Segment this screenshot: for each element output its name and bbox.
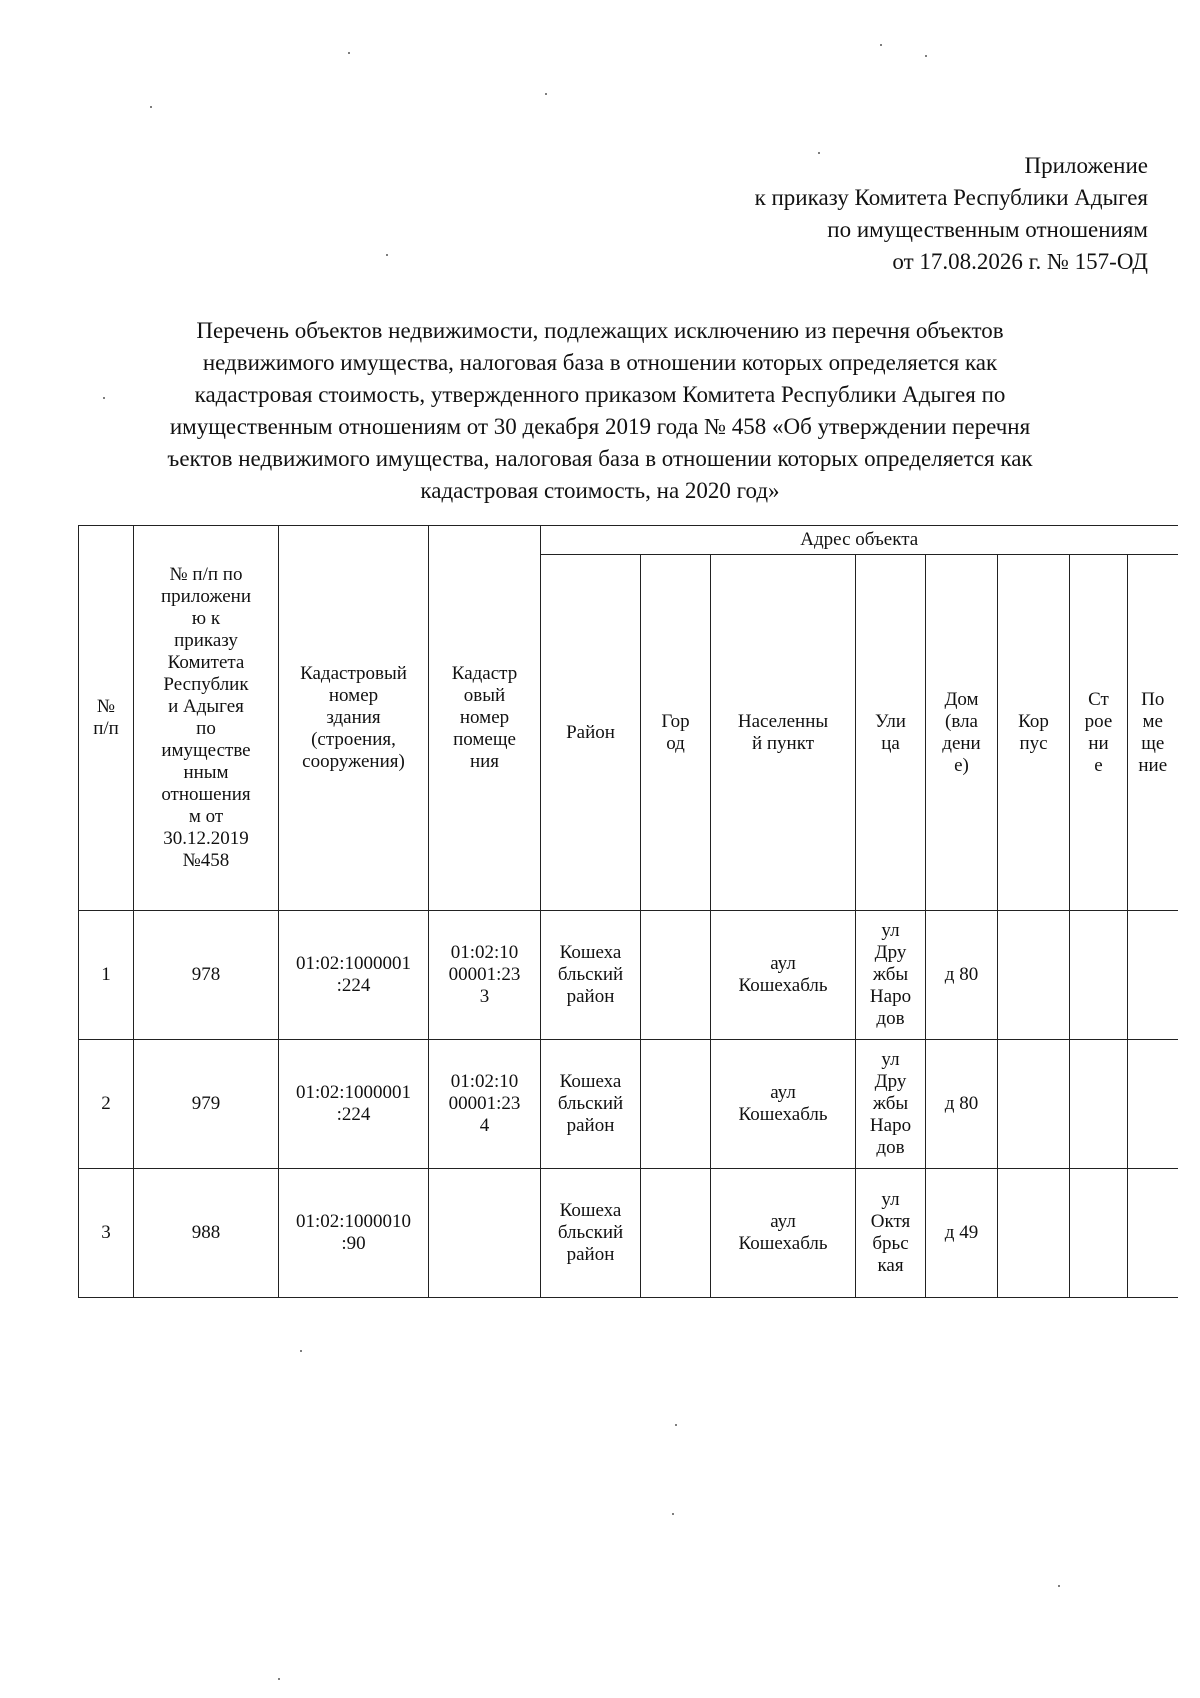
cell-street: ул Дру жбы Наро дов (856, 1040, 926, 1169)
cell-corpus (998, 911, 1070, 1040)
header-address: Адрес объекта (541, 526, 1178, 555)
title-line-6: кадастровая стоимость, на 2020 год» (420, 478, 780, 503)
cell-city (641, 1040, 711, 1169)
header-premises: По ме ще ние (1128, 555, 1178, 911)
cell-appendix-num: 988 (134, 1169, 279, 1298)
cell-structure (1070, 1169, 1128, 1298)
cell-premises (1128, 911, 1178, 1040)
appendix-line-1: Приложение (1024, 153, 1148, 178)
header-row-1 (79, 526, 1178, 555)
cell-house: д 49 (926, 1169, 998, 1298)
cell-district: Кошеха бльский район (541, 1169, 641, 1298)
cell-num: 2 (79, 1040, 134, 1169)
appendix-line-3: по имущественным отношениям (827, 217, 1148, 242)
scan-speck (103, 397, 105, 399)
cell-cadastral-room (429, 1169, 541, 1298)
cell-num: 1 (79, 911, 134, 1040)
header-corpus: Кор пус (998, 555, 1070, 911)
cell-num: 3 (79, 1169, 134, 1298)
scan-speck (675, 1424, 677, 1426)
cell-settlement: аул Кошехабль (711, 1169, 856, 1298)
cell-structure (1070, 1040, 1128, 1169)
scan-speck (278, 1678, 280, 1680)
header-street: Ули ца (856, 555, 926, 911)
cell-settlement: аул Кошехабль (711, 911, 856, 1040)
cell-structure (1070, 911, 1128, 1040)
header-cadastral-room: Кадастр овый номер помеще ния (429, 526, 541, 911)
scan-speck (545, 93, 547, 95)
appendix-header (755, 150, 1148, 278)
scan-speck (672, 1513, 674, 1515)
cell-house: д 80 (926, 1040, 998, 1169)
table-row (79, 1040, 1178, 1169)
cell-cadastral-building: 01:02:1000001 :224 (279, 1040, 429, 1169)
scan-speck (818, 152, 820, 154)
title-line-2: недвижимого имущества, налоговая база в отношении которых определяется как (202, 350, 998, 375)
document-title (40, 315, 1160, 507)
appendix-line-2: к приказу Комитета Республики Адыгея (754, 185, 1148, 210)
header-settlement: Населенны й пункт (711, 555, 856, 911)
header-structure: Ст рое ни е (1070, 555, 1128, 911)
cell-corpus (998, 1040, 1070, 1169)
cell-district: Кошеха бльский район (541, 1040, 641, 1169)
cell-street: ул Октя брьс кая (856, 1169, 926, 1298)
cell-appendix-num: 979 (134, 1040, 279, 1169)
scan-speck (348, 52, 350, 54)
cell-settlement: аул Кошехабль (711, 1040, 856, 1169)
table-row (79, 1169, 1178, 1298)
title-line-1: Перечень объектов недвижимости, подлежащих исключению из перечня объектов (196, 318, 1004, 343)
cell-cadastral-room: 01:02:10 00001:23 3 (429, 911, 541, 1040)
header-city: Гор од (641, 555, 711, 911)
objects-table (78, 525, 1178, 1298)
cell-cadastral-building: 01:02:1000010 :90 (279, 1169, 429, 1298)
scan-speck (880, 44, 882, 46)
header-cadastral-building: Кадастровый номер здания (строения, сооружения) (279, 526, 429, 911)
cell-city (641, 911, 711, 1040)
title-line-4: имущественным отношениям от 30 декабря 2019 года № 458 «Об утверждении перечня (169, 414, 1031, 439)
header-num: № п/п (79, 526, 134, 911)
scan-speck (150, 106, 152, 108)
cell-street: ул Дру жбы Наро дов (856, 911, 926, 1040)
cell-house: д 80 (926, 911, 998, 1040)
scan-speck (925, 55, 927, 57)
appendix-line-4: от 17.08.2026 г. № 157-ОД (892, 249, 1148, 274)
cell-corpus (998, 1169, 1070, 1298)
header-appendix-num: № п/п по приложени ю к приказу Комитета Республик и Адыгея по имуществе нным отношения м от 30.12.2019 №458 (134, 526, 279, 911)
header-house: Дом (вла дени е) (926, 555, 998, 911)
cell-appendix-num: 978 (134, 911, 279, 1040)
scan-speck (386, 254, 388, 256)
title-line-3: кадастровая стоимость, утвержденного приказом Комитета Республики Адыгея по (194, 382, 1006, 407)
scan-speck (1058, 1585, 1060, 1587)
cell-cadastral-room: 01:02:10 00001:23 4 (429, 1040, 541, 1169)
header-district: Район (541, 555, 641, 911)
cell-premises (1128, 1040, 1178, 1169)
cell-cadastral-building: 01:02:1000001 :224 (279, 911, 429, 1040)
table-row (79, 911, 1178, 1040)
cell-city (641, 1169, 711, 1298)
cell-district: Кошеха бльский район (541, 911, 641, 1040)
title-line-5: ъектов недвижимого имущества, налоговая база в отношении которых определяется как (167, 446, 1033, 471)
cell-premises (1128, 1169, 1178, 1298)
scan-speck (300, 1350, 302, 1352)
